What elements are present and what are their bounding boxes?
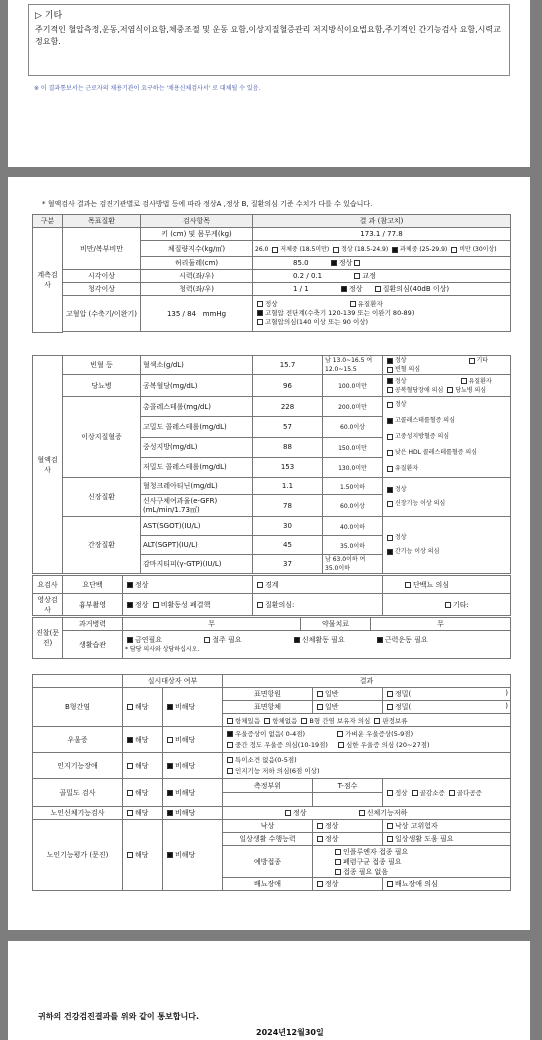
checkbox	[375, 286, 381, 292]
checkbox	[387, 466, 393, 472]
checkbox	[167, 737, 173, 743]
checkbox	[387, 691, 393, 697]
checkbox	[387, 535, 393, 541]
table-row: 예방접종 인플루엔자 접종 필요 폐렴구균 접종 필요 접종 필요 없음	[33, 846, 511, 878]
etc-box	[28, 4, 510, 76]
table-header: 구분 목표질환 검사항목 결 과 (참고치)	[33, 215, 511, 228]
checkbox	[257, 319, 263, 325]
checkbox	[227, 757, 233, 763]
checkbox	[451, 247, 457, 253]
checkbox	[257, 301, 263, 307]
table-row: 진찰(문진) 과거병력 무 약물치료 무	[33, 618, 511, 631]
checkbox	[350, 301, 356, 307]
checkbox	[387, 704, 393, 710]
checkbox	[127, 763, 133, 769]
checkbox	[317, 836, 323, 842]
checkbox-checked	[167, 790, 173, 796]
checkbox	[127, 810, 133, 816]
checkbox-checked	[387, 418, 393, 424]
checkbox	[461, 378, 467, 384]
checkbox	[317, 823, 323, 829]
table-row: 청각이상 청력(좌/우) 1 / 1 정상 질환의심(40dB 이상)	[33, 283, 511, 296]
triangle-icon: ▷	[35, 11, 45, 21]
checkbox-checked	[127, 737, 133, 743]
checkbox-checked	[331, 260, 337, 266]
table-row: 노인기능평가 (문진) 해당 비해당 낙상 정상 낙상 고위험자	[33, 820, 511, 833]
notice-text: 귀하의 건강검진결과를 위와 같이 통보합니다.	[38, 1012, 200, 1021]
checkbox	[257, 582, 263, 588]
table-row: 체질량지수(kg/㎡) 26.0 저체중 (18.5미만) 정상 (18.5-24.9) 과체중 (25-29.9) 비만 (30이상)	[33, 241, 511, 257]
checkbox-checked	[167, 810, 173, 816]
checkbox-checked	[167, 704, 173, 710]
checkbox	[354, 273, 360, 279]
table-row: 배뇨장애 정상 배뇨장애 의심	[33, 878, 511, 891]
checkbox	[301, 718, 307, 724]
checkbox	[405, 582, 411, 588]
checkbox	[387, 367, 393, 373]
table-row: 감마지티피(γ-GTP)(IU/L) 37 남 63.0이하 여 35.0이하	[33, 555, 511, 574]
checkbox	[387, 790, 393, 796]
table-row: 혈액검사 빈혈 등 혈색소(g/dL) 15.7 남 13.0~16.5 여 12.0~15.5 정상 기타 빈혈 의심	[33, 356, 511, 375]
checkbox	[387, 823, 393, 829]
checkbox	[412, 790, 418, 796]
table-row: 고혈압 (수축기/이완기) 135 / 84 mmHg 정상 유질환자 고혈압 전단계(수축기 120-139 또는 이완기 80-89) 고혈압의심(140 이상 또는 90 이상)	[33, 296, 511, 332]
table-row: ALT(SGPT)(IU/L) 45 35.0이하	[33, 536, 511, 555]
checkbox	[127, 790, 133, 796]
checkbox	[387, 402, 393, 408]
table-row: 우울증 해당 비해당 우울증상이 없음( 0-4점) 가벼운 우울증상(5-9점) 중간 정도 우울증 의심(10-19점) 심한 우울증 의심 (20~27점)	[33, 727, 511, 753]
table-row: 생활습관 금연필요 절주 필요 신체활동 필요 근력운동 필요 * 담당 의사와 상담하십시오.	[33, 631, 511, 659]
etc-title: 기타	[44, 11, 63, 21]
checkbox	[449, 790, 455, 796]
checkbox-checked	[167, 852, 173, 858]
checkbox-checked	[294, 637, 300, 643]
table-row: 고밀도 콜레스테롤(mg/dL) 57 60.0이상	[33, 417, 511, 437]
exam-table	[32, 617, 511, 659]
table-row: 간장질환 AST(SGOT)(IU/L) 30 40.0이하 정상 간기능 이상 의심	[33, 517, 511, 536]
table-row: 표면항체 일반 정밀( )	[33, 701, 511, 714]
checkbox	[469, 358, 475, 364]
replacement-note: ※ 이 결과통보서는 근로자의 채용기관이 요구하는 '채용신체검사서' 로 대체될 수 있음.	[34, 85, 261, 92]
checkbox-checked	[227, 731, 233, 737]
checkbox	[227, 768, 233, 774]
table-row: 요검사 요단백 정상 경계 단백뇨 의심	[33, 576, 511, 594]
checkbox-checked	[377, 637, 383, 643]
table-row: 신사구체여과율(e-GFR) (mL/min/1.73㎡) 78 60.0이상	[33, 495, 511, 517]
checkbox	[387, 450, 393, 456]
checkbox	[338, 742, 344, 748]
checkbox	[127, 852, 133, 858]
checkbox	[335, 849, 341, 855]
checkbox	[272, 247, 278, 253]
table-row: 계측검사 비만/복부비만 키 (cm) 및 몸무게(kg) 173.1 / 77.8	[33, 228, 511, 241]
checkbox	[387, 434, 393, 440]
checkbox	[264, 718, 270, 724]
table-row: 시각이상 시력(좌/우) 0.2 / 0.1 교정	[33, 270, 511, 283]
extra-table	[32, 674, 511, 891]
checkbox	[317, 704, 323, 710]
checkbox-checked	[387, 378, 393, 384]
checkbox-checked	[387, 487, 393, 493]
table-row: 일상생활 수행능력 정상 일상생활 도움 필요	[33, 833, 511, 846]
table-row: 골밀도 검사 해당 비해당 측정부위 T-점수 정상 골감소증 골다공증	[33, 779, 511, 793]
checkbox-checked	[127, 602, 133, 608]
table-row: 노인신체기능검사 해당 비해당 정상 신체기능저하	[33, 807, 511, 820]
etc-body: 주기적인 혈압측정,운동,저염식이요함,체중조절 및 운동 요함,이상지질혈증관리 저지방식이요법요함,주기적인 간기능검사 요함,시력교정요함.	[35, 25, 501, 46]
checkbox	[227, 718, 233, 724]
checkbox-checked	[387, 549, 393, 555]
checkbox	[447, 387, 453, 393]
checkbox	[387, 387, 393, 393]
checkbox	[337, 731, 343, 737]
checkbox	[127, 704, 133, 710]
blood-table	[32, 355, 511, 574]
table-row: 허리둘레(cm) 85.0 정상	[33, 257, 511, 270]
misc-table	[32, 575, 511, 616]
checkbox-checked	[387, 358, 393, 364]
checkbox	[387, 881, 393, 887]
table-row: 당뇨병 공복혈당(mg/dL) 96 100.0미만 정상 유질환자 공복혈당장애 의심 당뇨병 의심	[33, 375, 511, 397]
table-row: 항체있음 항체없음 B형 간염 보유자 의심 판정보류	[33, 714, 511, 727]
checkbox-checked	[341, 286, 347, 292]
checkbox	[317, 691, 323, 697]
checkbox	[387, 836, 393, 842]
checkbox	[335, 869, 341, 875]
checkbox	[257, 602, 263, 608]
checkbox	[153, 602, 159, 608]
group-blood: 혈액검사	[33, 356, 63, 574]
checkbox	[445, 602, 451, 608]
checkbox	[374, 718, 380, 724]
checkbox-checked	[167, 763, 173, 769]
page-top	[8, 0, 530, 167]
table-row: 영상검사 흉부촬영 정상 비활동성 폐결핵 질환의심: 기타:	[33, 594, 511, 616]
checkbox	[204, 637, 210, 643]
group-measure: 계측검사	[33, 228, 63, 333]
page-results	[8, 177, 530, 930]
checkbox	[227, 742, 233, 748]
checkbox-checked	[127, 582, 133, 588]
table-row: 인지기능장애 해당 비해당 특이소견 없음(0-5점) 인지기능 저하 의심(6점 이상)	[33, 753, 511, 779]
checkbox	[354, 260, 360, 266]
table-row: 중성지방(mg/dL) 88 150.0미만	[33, 437, 511, 457]
checkbox-checked	[257, 310, 263, 316]
table-row: 저밀도 콜레스테롤(mg/dL) 153 130.0미만	[33, 457, 511, 477]
page-bottom	[8, 941, 530, 1040]
checkbox	[387, 501, 393, 507]
notice-date: 2024년12월30일	[256, 1028, 324, 1037]
table-row: 실시대상자 여부 결과	[33, 675, 511, 688]
checkbox	[285, 810, 291, 816]
checkbox	[333, 247, 339, 253]
table-row: 신장질환 혈청크레아티닌(mg/dL) 1.1 1.50이하 정상 신장기능 이상 의심	[33, 478, 511, 495]
table-row: 이상지질혈증 총콜레스테롤(mg/dL) 228 200.0미만 정상 고콜레스테롤혈증 의심 고중성지방혈증 의심 낮은 HDL 콜레스테롤혈증 의심 유질환자	[33, 397, 511, 417]
checkbox	[317, 881, 323, 887]
checkbox-checked	[392, 247, 398, 253]
table-row: B형간염 해당 비해당 표면항원 일반 정밀( )	[33, 688, 511, 701]
checkbox-checked	[127, 637, 133, 643]
blood-test-note: * 혈액검사 결과는 검진기관별로 검사방법 등에 따라 정상A ,정상 B, 질환의심 기준 수치가 다를 수 있습니다.	[42, 200, 373, 208]
results-table	[32, 214, 511, 333]
checkbox	[359, 810, 365, 816]
checkbox	[335, 859, 341, 865]
